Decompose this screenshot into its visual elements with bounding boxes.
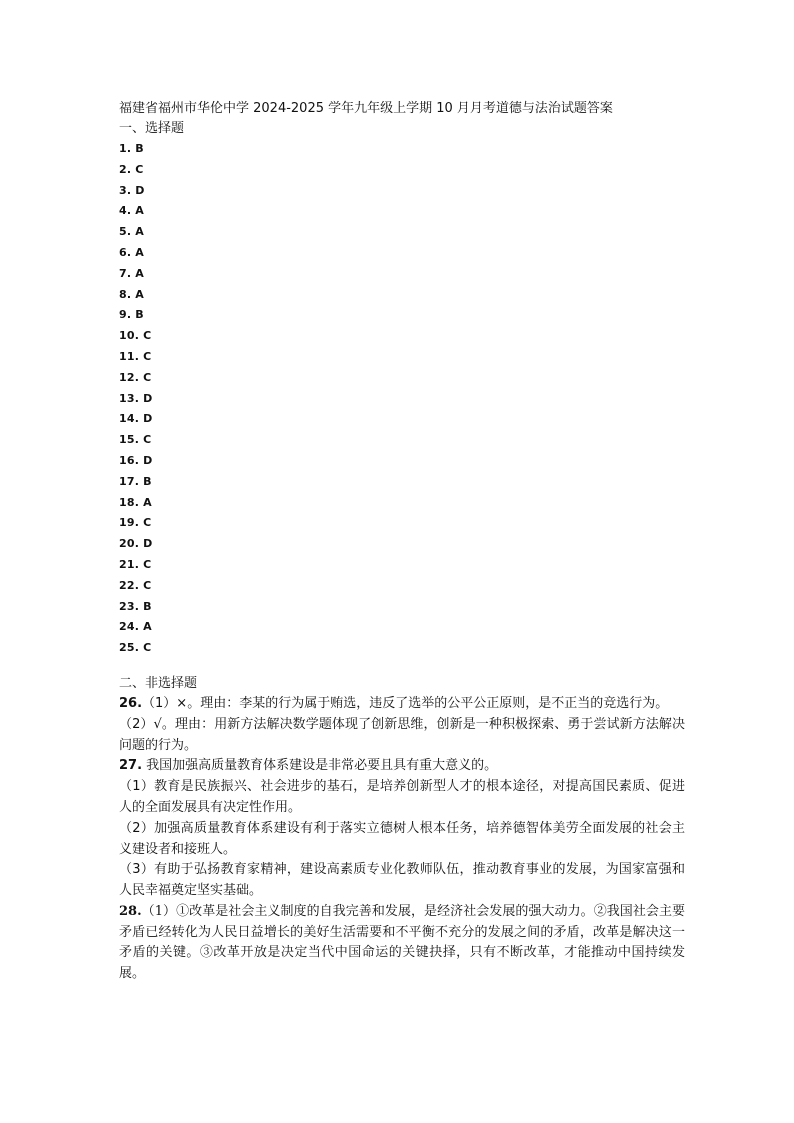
answer-item: 2. C [119,162,144,176]
choice-answer-list [119,139,685,659]
section-spacer [119,659,685,674]
question-27-part-2: （2）加强高质量教育体系建设有利于落实立德树人根本任务，培养德智体美劳全面发展的社会主义建设者和接班人。 [119,820,685,857]
answer-item: 13. D [119,391,153,405]
answer-item: 21. C [119,557,152,571]
answer-item: 12. C [119,370,152,384]
answer-item: 14. D [119,412,153,426]
answer-item: 17. B [119,474,152,488]
answer-item: 22. C [119,578,152,592]
answer-item: 25. C [119,641,152,655]
answer-item: 16. D [119,453,153,467]
question-27-part-3: （3）有助于弘扬教育家精神，建设高素质专业化教师队伍，推动教育事业的发展，为国家富强和人民幸福奠定坚实基础。 [119,862,685,899]
question-27-intro [119,756,685,777]
answer-item: 9. B [119,308,144,322]
answer-item: 5. A [119,225,144,239]
answer-document [119,99,685,985]
answer-item: 6. A [119,245,144,259]
answer-item: 8. A [119,287,144,301]
question-28-part-1 [119,902,685,985]
answer-item: 19. C [119,516,152,530]
question-number: 26. [119,695,143,711]
answer-text: （1）①改革是社会主义制度的自我完善和发展，是经济社会发展的强大动力。②我国社会主要矛盾已经转化为人民日益增长的美好生活需要和不平衡不充分的发展之间的矛盾，改革是解决这一矛盾的关键。③改革开放是决定当代中国命运的关键抉择，只有不断改革，才能推动中国持续发展。 [119,903,685,982]
answer-item: 11. C [119,349,152,363]
answer-text: （1）×。理由：李某的行为属于贿选，违反了选举的公平公正原则，是不正当的竞选行为。 [142,695,669,711]
question-number: 28. [119,903,142,919]
question-27-part-1: （1）教育是民族振兴、社会进步的基石，是培养创新型人才的根本途径，对提高国民素质、促进人的全面发展具有决定性作用。 [119,779,685,815]
answer-item: 23. B [119,599,152,613]
answer-item: 10. C [119,329,152,343]
question-26-part-2: （2）√。理由：用新方法解决数学题体现了创新思维，创新是一种积极探索、勇于尝试新方法解决问题的行为。 [119,716,685,753]
answer-item: 18. A [119,495,152,509]
answer-item: 4. A [119,204,144,218]
question-number: 27. [119,758,143,774]
section-heading-choice: 一、选择题 [119,121,185,136]
answer-item: 15. C [119,433,152,447]
document-title: 福建省福州市华伦中学 2024-2025 学年九年级上学期 10 月月考道德与法治试题答案 [119,101,613,116]
answer-item: 3. D [119,183,145,197]
answer-item: 1. B [119,142,144,155]
question-26-part-1 [119,694,685,715]
answer-text: 我国加强高质量教育体系建设是非常必要且具有重大意义的。 [142,758,498,774]
answer-item: 24. A [119,620,152,634]
answer-item: 20. D [119,537,153,551]
answer-item: 7. A [119,266,144,280]
section-heading-non-choice: 二、非选择题 [119,675,198,691]
